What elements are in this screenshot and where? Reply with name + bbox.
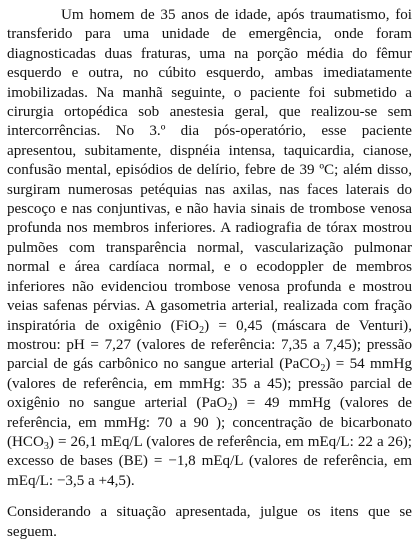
fio2-subscript: 2 bbox=[199, 324, 205, 336]
case-text-part-1: Um homem de 35 anos de idade, após traumatismo, foi transferido para uma unidade de emergência, onde foram diagnosticadas duas fraturas, uma na porção média do fêmur esquerdo e outra, no cúbito esquerdo, ambas imediatamente imobilizadas. Na manhã seguinte, o paciente foi submetido a cirurgia ortopédica sob anestesia geral, que realizou-se sem intercorrências. No 3.º dia pós-operatório, esse paciente apresentou, subitamente, dispnéia intensa, taquicardia, cianose, confusão mental, episódios de delírio, febre de 39 ºC; além disso, surgiram numerosas petéquias nas axilas, nas faces laterais do pescoço e nas conjuntivas, e não havia sinais de trombose venosa profunda nos membros inferiores. A radiografia de tórax mostrou pulmões com transparência normal, vascularização pulmonar normal e área cardíaca normal, e o ecodoppler de membros inferiores não evidenciou trombose venosa profunda e mostrou veias safenas pérvias. A gasometria arterial, realizada com fração inspiratória de oxigênio (FiO bbox=[7, 7, 412, 334]
case-text-part-4: ) = 49 mmHg (valores de referência, em mmHg: 70 a 90 ); concentração de bicarbonato (HCO bbox=[7, 395, 412, 450]
case-text-part-5: ) = 26,1 mEq/L (valores de referência, em mEq/L: 22 a 26); excesso de bases (BE) = −1,8 mEq/L (valores de referência, em mEq/L: −3,5 a +4,5). bbox=[7, 433, 412, 489]
hco3-subscript: 3 bbox=[43, 440, 49, 452]
instruction-paragraph: Considerando a situação apresentada, julgue os itens que se seguem. bbox=[7, 504, 412, 540]
pao2-subscript: 2 bbox=[227, 402, 233, 414]
case-text-part-2: ) = 0,45 (máscara de Venturi), mostrou: pH = 7,27 (valores de referência: 7,35 a 7,45); pressão parcial de gás carbônico no sangue arterial (PaCO bbox=[7, 317, 412, 373]
case-paragraph bbox=[7, 6, 412, 491]
case-text-part-3: ) = 54 mmHg (valores de referência, em mmHg: 35 a 45); pressão parcial de oxigênio no sangue arterial (PaO bbox=[7, 356, 412, 412]
paco2-subscript: 2 bbox=[320, 363, 326, 375]
